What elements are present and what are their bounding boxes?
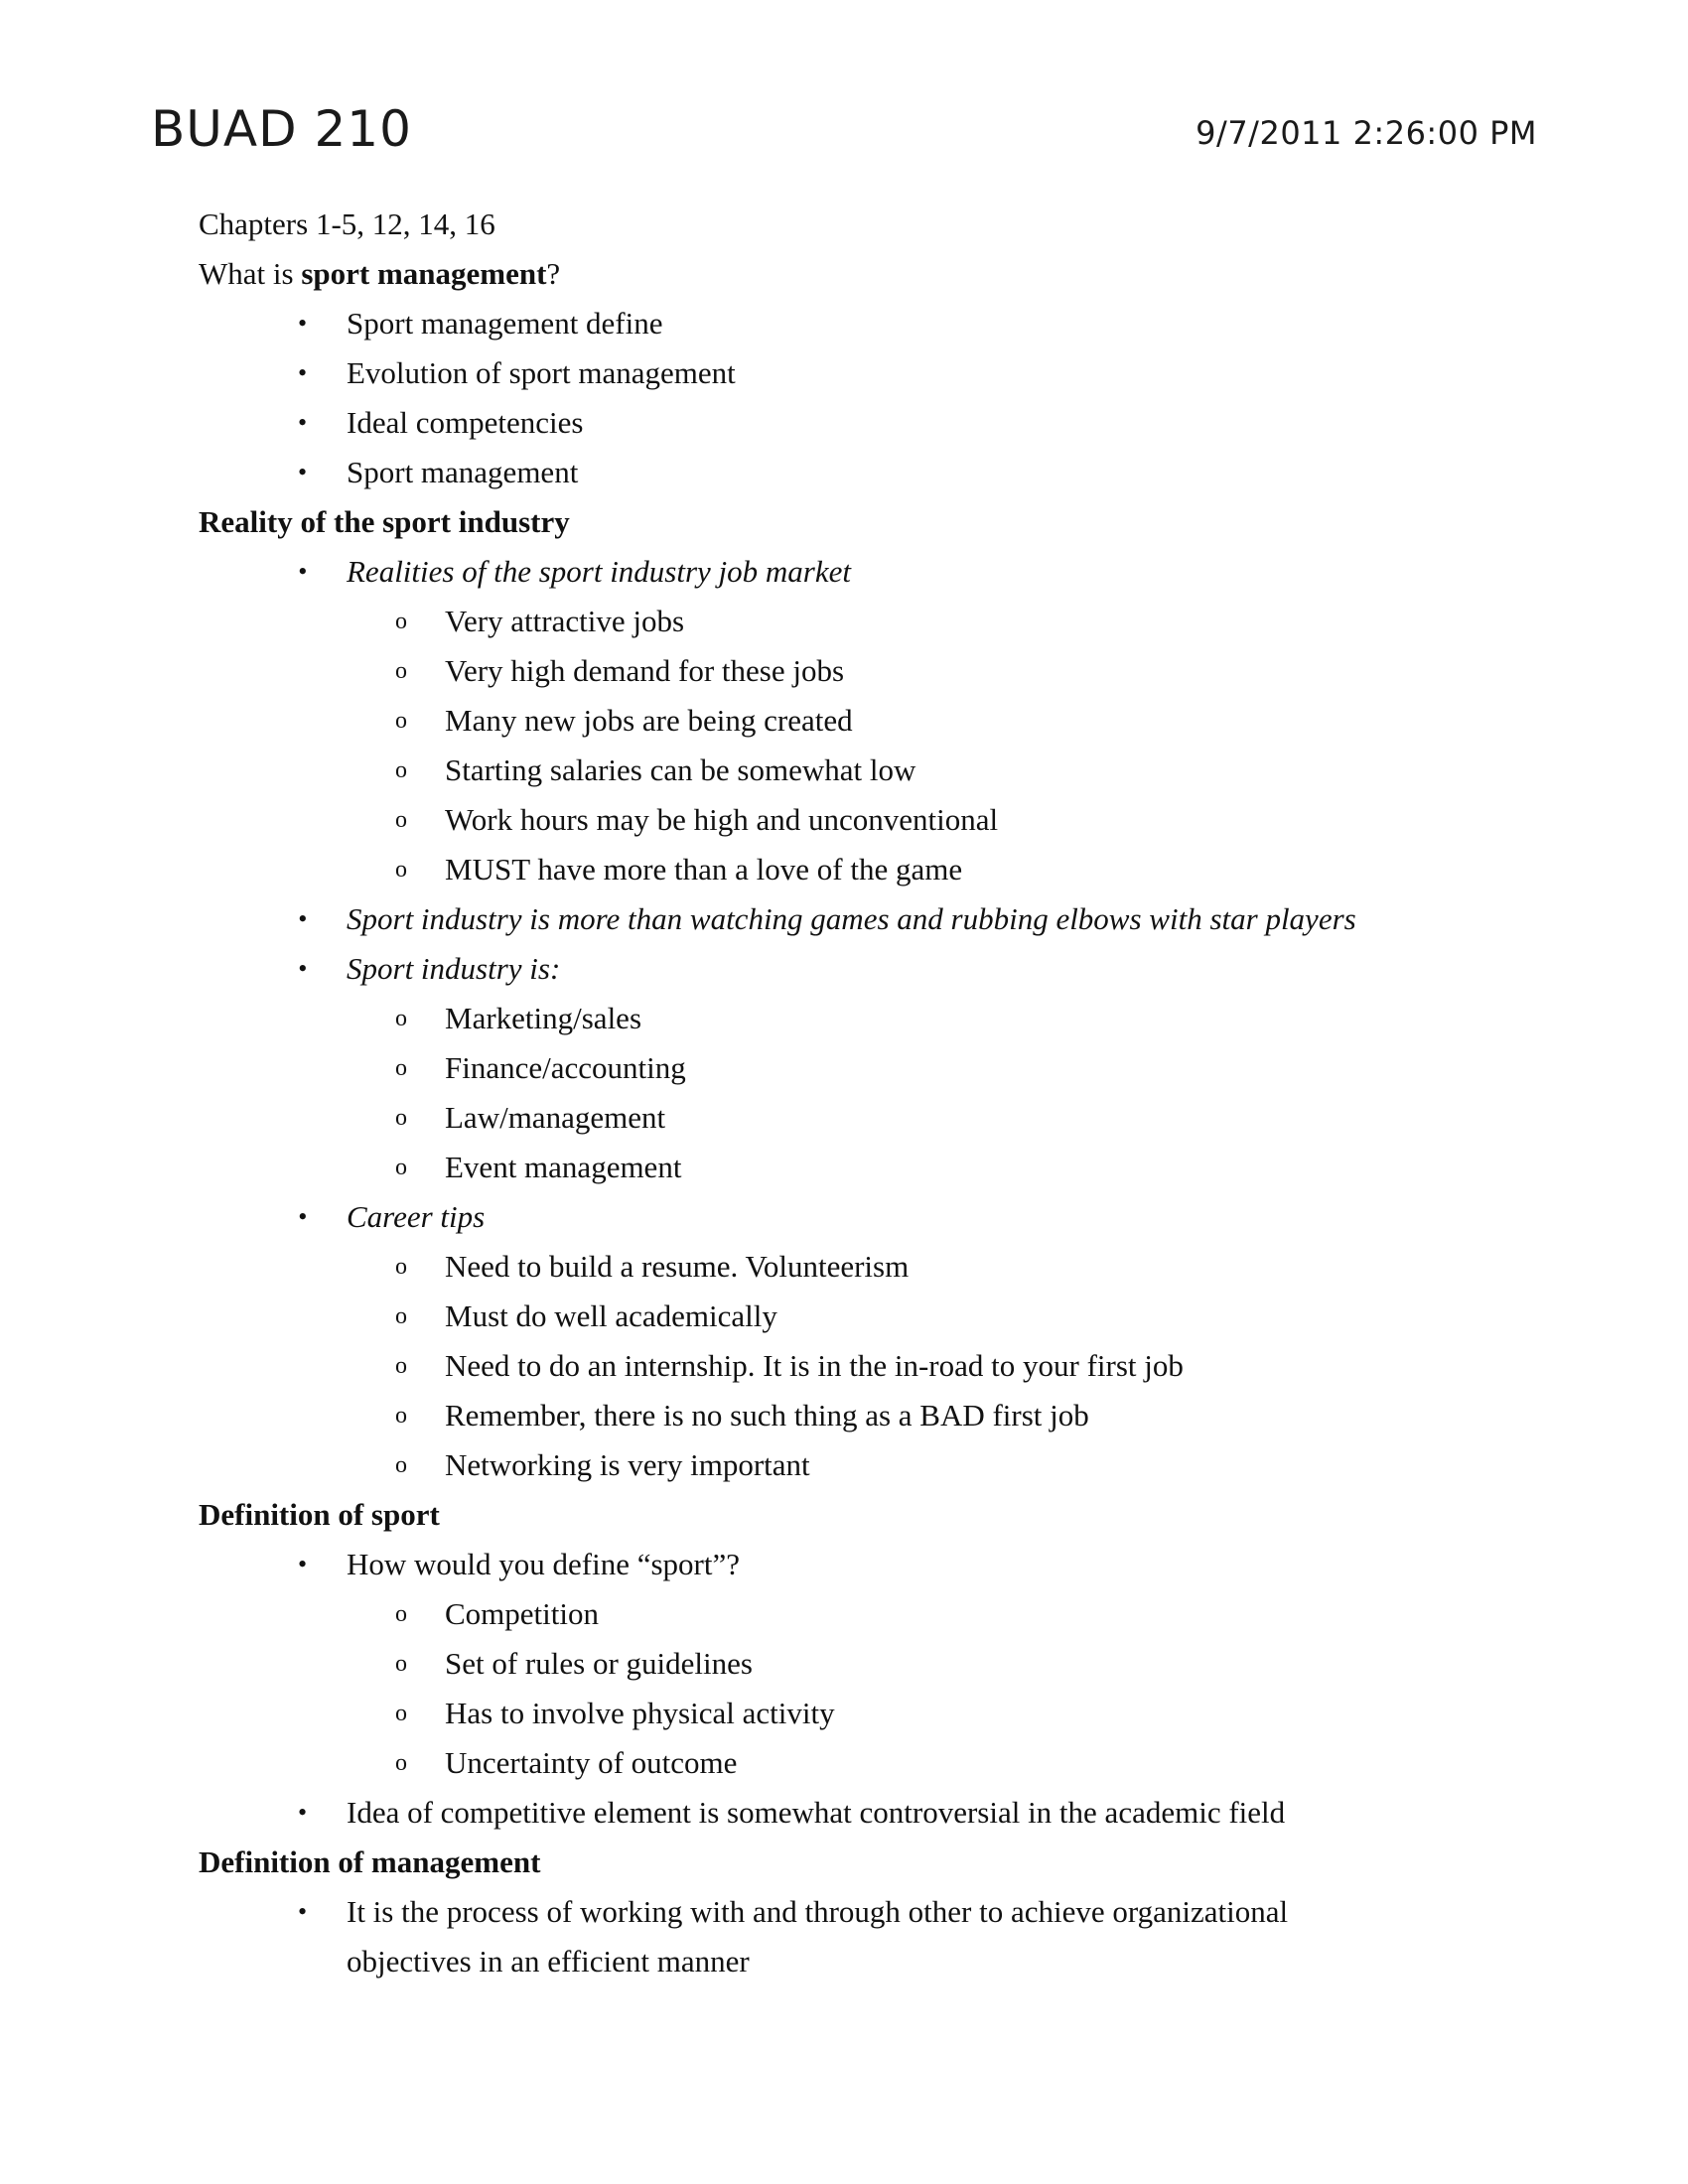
notes-body: [199, 200, 1539, 1986]
list-item-text: Need to do an internship. It is in the in-road to your first job: [445, 1348, 1184, 1383]
list-item-text: Sport industry is:: [347, 951, 561, 986]
list-item: [199, 1788, 1539, 1838]
circle-bullet-icon: o: [395, 1750, 407, 1776]
list-item-text: Uncertainty of outcome: [445, 1745, 738, 1780]
circle-bullet-icon: o: [395, 708, 407, 734]
intro-question: [199, 249, 1539, 299]
bullet-icon: •: [298, 1897, 308, 1926]
circle-bullet-icon: o: [395, 1055, 407, 1081]
list-item-text: Has to involve physical activity: [445, 1696, 835, 1730]
sub-list-item: [199, 1143, 1539, 1192]
bullet-icon: •: [298, 458, 308, 486]
list-item-text: Event management: [445, 1150, 682, 1184]
sub-list-item: [199, 1391, 1539, 1440]
intro-question-suffix: ?: [546, 256, 561, 291]
list-item: [199, 299, 1539, 348]
sub-list-item: [199, 845, 1539, 894]
list-item-text: Law/management: [445, 1100, 666, 1135]
list-item-text: How would you define “sport”?: [347, 1547, 741, 1581]
sub-list-item: [199, 1440, 1539, 1490]
circle-bullet-icon: o: [395, 1701, 407, 1726]
circle-bullet-icon: o: [395, 757, 407, 783]
sub-list-item: [199, 646, 1539, 696]
list-item-text: Starting salaries can be somewhat low: [445, 752, 916, 787]
list-item-text: Set of rules or guidelines: [445, 1646, 753, 1681]
circle-bullet-icon: o: [395, 857, 407, 883]
bullet-icon: •: [298, 954, 308, 983]
list-item-text: MUST have more than a love of the game: [445, 852, 963, 887]
list-item-text: Idea of competitive element is somewhat controversial in the academic field: [347, 1795, 1286, 1830]
list-item-text: Sport management: [347, 455, 579, 489]
list-item-text: Very attractive jobs: [445, 604, 685, 638]
list-item: [199, 1540, 1539, 1589]
section-heading-reality: Reality of the sport industry: [199, 504, 570, 539]
list-item-text: Realities of the sport industry job market: [347, 554, 852, 589]
list-item: [199, 398, 1539, 448]
circle-bullet-icon: o: [395, 1651, 407, 1677]
circle-bullet-icon: o: [395, 1155, 407, 1180]
list-item: [199, 448, 1539, 497]
sub-list-item: [199, 795, 1539, 845]
circle-bullet-icon: o: [395, 1403, 407, 1429]
circle-bullet-icon: o: [395, 807, 407, 833]
sub-list-item: [199, 1341, 1539, 1391]
list-item: [199, 1192, 1539, 1242]
list-item: [199, 944, 1539, 994]
page-header: [151, 99, 1537, 159]
intro-question-term: sport management: [301, 256, 547, 291]
list-item-text: Work hours may be high and unconventional: [445, 802, 999, 837]
sub-list-item: [199, 1292, 1539, 1341]
sub-list-item: [199, 994, 1539, 1043]
bullet-icon: •: [298, 309, 308, 338]
list-item-text: Career tips: [347, 1199, 486, 1234]
sub-list-item: [199, 1242, 1539, 1292]
list-item-text: Must do well academically: [445, 1298, 777, 1333]
list-item-text: Sport industry is more than watching games and rubbing elbows with star players: [347, 901, 1356, 936]
circle-bullet-icon: o: [395, 1254, 407, 1280]
bullet-icon: •: [298, 1798, 308, 1827]
timestamp: 9/7/2011 2:26:00 PM: [1196, 114, 1537, 152]
list-item: [199, 894, 1539, 944]
list-item-text: Competition: [445, 1596, 599, 1631]
circle-bullet-icon: o: [395, 1353, 407, 1379]
list-item-text: Finance/accounting: [445, 1050, 686, 1085]
list-item-text: It is the process of working with and through other to achieve organizational: [347, 1894, 1289, 1929]
sub-list-item: [199, 1043, 1539, 1093]
circle-bullet-icon: o: [395, 1303, 407, 1329]
list-item: [199, 1887, 1539, 1937]
list-item-text: Need to build a resume. Volunteerism: [445, 1249, 910, 1284]
sub-list-item: [199, 696, 1539, 746]
circle-bullet-icon: o: [395, 658, 407, 684]
circle-bullet-icon: o: [395, 609, 407, 634]
sub-list-item: [199, 1738, 1539, 1788]
bullet-icon: •: [298, 904, 308, 933]
sub-list-item: [199, 1093, 1539, 1143]
bullet-icon: •: [298, 358, 308, 387]
list-item-text: Ideal competencies: [347, 405, 584, 440]
sub-list-item: [199, 1689, 1539, 1738]
sub-list-item: [199, 1589, 1539, 1639]
section-heading-management: Definition of management: [199, 1844, 541, 1879]
circle-bullet-icon: o: [395, 1105, 407, 1131]
sub-list-item: [199, 1639, 1539, 1689]
circle-bullet-icon: o: [395, 1006, 407, 1031]
sub-list-item: [199, 746, 1539, 795]
bullet-icon: •: [298, 557, 308, 586]
circle-bullet-icon: o: [395, 1452, 407, 1478]
bullet-icon: •: [298, 1550, 308, 1578]
chapters-line: Chapters 1-5, 12, 14, 16: [199, 206, 495, 241]
sub-list-item: [199, 597, 1539, 646]
bullet-icon: •: [298, 408, 308, 437]
list-item: [199, 348, 1539, 398]
list-item: [199, 547, 1539, 597]
list-item-text: Marketing/sales: [445, 1001, 642, 1035]
intro-question-prefix: What is: [199, 256, 302, 291]
course-title: BUAD 210: [151, 100, 412, 158]
list-item-text: Networking is very important: [445, 1447, 810, 1482]
circle-bullet-icon: o: [395, 1601, 407, 1627]
bullet-icon: •: [298, 1202, 308, 1231]
list-item-continuation: objectives in an efficient manner: [347, 1944, 750, 1979]
list-item-text: Remember, there is no such thing as a BAD first job: [445, 1398, 1089, 1433]
list-item-text: Many new jobs are being created: [445, 703, 853, 738]
list-item-text: Very high demand for these jobs: [445, 653, 845, 688]
section-heading-sport: Definition of sport: [199, 1497, 440, 1532]
list-item-text: Evolution of sport management: [347, 355, 736, 390]
list-item-text: Sport management define: [347, 306, 663, 341]
